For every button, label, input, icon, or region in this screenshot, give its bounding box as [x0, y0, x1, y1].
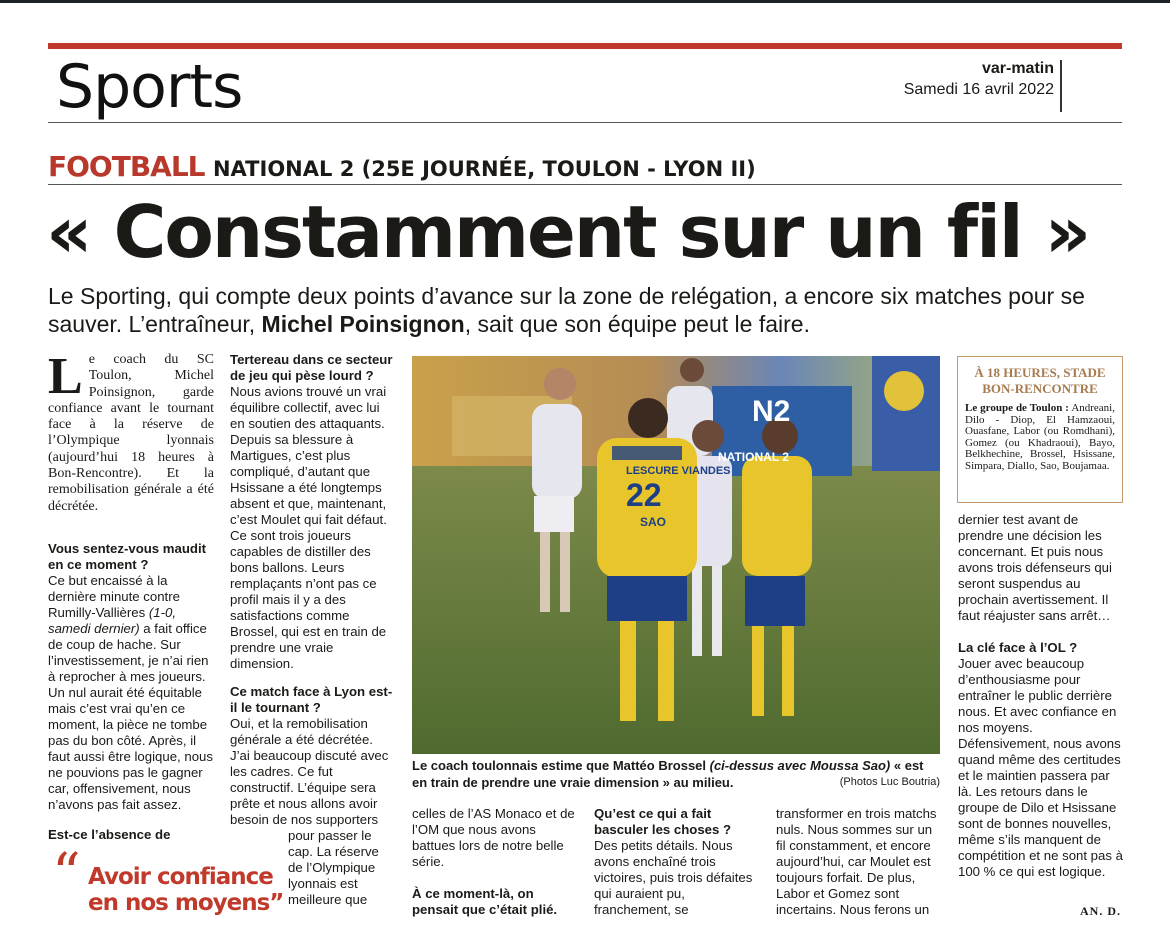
squad-label: Le groupe de Toulon : [965, 402, 1069, 414]
info-box [957, 356, 1123, 503]
board-logo: N2 [752, 395, 791, 428]
article-column-3 [412, 806, 578, 918]
answer: Ce but encaissé à la dernière minute contre Rumilly-Vallières (1-0, samedi dernier) a fait office de coup de hache. Sur l’investissement, je n’ai rien à reprocher à mes joueurs. Un nul aurait été équitable mais c’est vrai qu’en ce moment, la pièce ne tombe pas du bon côté. Après, il faut aussi être logique, nous ne pouvions pas le gagner car, offensivement, nous n’avons pas fait assez. [48, 572, 213, 812]
article-column-4 [594, 806, 760, 918]
top-bar [0, 0, 1170, 3]
quote-mark-icon: “ [52, 842, 81, 907]
standfirst-text: , sait que son équipe peut le faire. [464, 311, 810, 337]
article-column-2 [230, 352, 396, 908]
publication-date: Samedi 16 avril 2022 [903, 81, 1054, 98]
standfirst-text: Le Sporting, qui compte deux points d’avance sur la zone de relégation, a encore six matches pour se sauver. L’entraîneur, [48, 283, 1085, 337]
coach-name: Michel Poinsignon [261, 311, 465, 337]
answer: celles de l’AS Monaco et de l’OM que nous avons battues lors de notre belle série. [412, 806, 575, 869]
answer: dernier test avant de prendre une décision les concernant. Et puis nous avons trois défenseurs qui seront suspendus au prochain avertissement. Il faut réajuster sans arrêt… [958, 512, 1112, 623]
answer: Des petits détails. Nous avons enchaîné trois victoires, puis trois défaites qui auraient pu, franchement, se [594, 838, 753, 917]
question: Vous sentez-vous maudit en ce moment ? [48, 540, 207, 572]
photo-illustration [412, 356, 940, 754]
section-rule [48, 43, 1122, 49]
answer: Oui, et la remobilisation générale a été décrétée. J’ai beaucoup discuté avec les cadres. Ce fut constructif. L’équipe sera prête et nous allons avoir besoin de nos supporters [230, 716, 389, 827]
intro-text: e coach du SC Toulon, Michel Poinsignon, garde confiance avant le tournant face à la réserve de l’Olympique lyonnais (aujourd’hui 18 heures à Bon-Rencontre). Et la remobilisation générale a été décrétée. [48, 352, 214, 514]
masthead-rule [1060, 60, 1062, 112]
answer: transformer en trois matchs nuls. Nous sommes sur un fil constamment, et encore aujourd’hui, car Moulet est toujours forfait. De plus, Labor et Gomez sont incertains. Nous ferons un [776, 806, 937, 917]
divider [48, 122, 1122, 123]
kicker [48, 150, 756, 183]
masthead [904, 60, 1054, 99]
board-text: NATIONAL 2 [718, 450, 789, 464]
question: Ce match face à Lyon est-il le tournant ? [230, 684, 393, 715]
squad-list: Andreani, Dilo - Diop, El Hamzaoui, Ouasfane, Labor (ou Romdhani), Gomez (ou Khadraoui), Bayo, Belkhechine, Brossel, Hsissane, Simpara, Diallo, Sao, Boujamaa. [965, 402, 1115, 472]
section-title: Sports [56, 52, 243, 122]
standfirst [48, 282, 1118, 338]
info-box-title: À 18 HEURES, STADE BON-RENCONTRE [974, 365, 1106, 396]
headline: « Constamment sur un fil » [46, 190, 1090, 274]
drop-cap: L [48, 348, 83, 405]
question: La clé face à l’OL ? [958, 640, 1078, 655]
pull-quote-text: Avoir confiance en nos moyens” [88, 864, 284, 916]
jersey-sponsor: LESCURE VIANDES [626, 465, 731, 477]
author-signature: AN. D. [1080, 904, 1121, 918]
article-column-5 [776, 806, 942, 918]
question: À ce moment-là, on pensait que c’était plié. [412, 886, 558, 917]
article-column-1 [48, 348, 214, 843]
jersey-number: 22 [626, 477, 662, 513]
info-box-body [965, 403, 1115, 472]
jersey-name: SAO [640, 515, 667, 529]
divider [48, 184, 1122, 185]
answer: Jouer avec beaucoup d’enthousiasme pour entraîner le public derrière nous. Et avec confiance en nos moyens. Défensivement, nous avons quand même des certitudes et le maintien passera par là. Les retours dans le groupe de Dilo et Hsissane sont de bonnes nouvelles, même s’ils manquent de compétition et ne sont pas à 100 % ce qui est logique. [958, 656, 1123, 879]
intro-paragraph [48, 348, 214, 515]
question: Tertereau dans ce secteur de jeu qui pèse lourd ? [230, 352, 393, 383]
publication-name: var-matin [981, 60, 1054, 77]
photo-credit: (Photos Luc Boutria) [839, 776, 940, 788]
answer: Nous avions trouvé un vrai équilibre collectif, avec lui en soutien des attaquants. Depuis sa blessure à Martigues, c’est plus compliqué, d’autant que Hsissane a été longtemps absent et que, maintenant, c’est Moulet qui fait défaut. Ce sont trois joueurs capables de distiller des bons ballons. Leurs remplaçants n’ont pas ce profil mais il y a des satisfactions comme Brossel, qui est en train de prendre une vraie dimension. [230, 384, 387, 671]
question: Qu’est ce qui a fait basculer les choses ? [594, 806, 732, 837]
kicker-competition: NATIONAL 2 (25E JOURNÉE, TOULON - LYON II) [212, 157, 756, 181]
answer-continued: pour passer le cap. La réserve de l’Olympique lyonnais est meilleure que [288, 828, 379, 907]
kicker-sport: FOOTBALL [48, 150, 205, 183]
match-photo [412, 356, 940, 754]
photo-caption: Le coach toulonnais estime que Mattéo Brossel (ci-dessus avec Moussa Sao) « est en train de prendre une vraie dimension » au milieu. (Photos Luc Boutria) [412, 758, 940, 790]
question: Est-ce l’absence de [48, 826, 171, 842]
article-column-6 [958, 512, 1124, 880]
